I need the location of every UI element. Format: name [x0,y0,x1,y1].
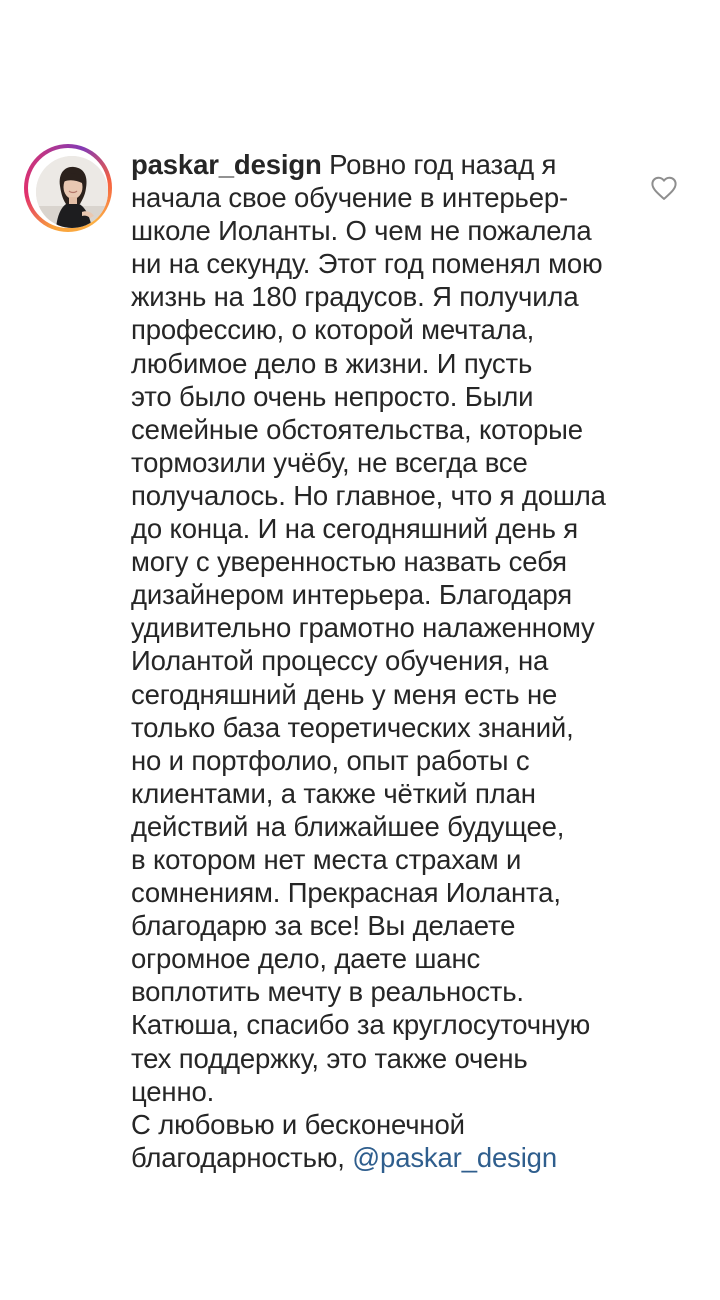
comment-text-line: С любовью и бесконечной [131,1108,465,1140]
comment-text-line: профессию, о которой мечтала, [131,314,535,346]
comment-text-line: тех поддержку, это также очень [131,1042,528,1074]
comment-text-line: но и портфолио, опыт работы с [131,744,530,776]
heart-outline-icon [648,172,680,204]
comment-text-line: только база теоретических знаний, [131,711,574,743]
comment-line [131,148,631,181]
comment-text-line: семейные обстоятельства, которые [131,413,583,445]
comment-text-line: огромное дело, даете шанс [131,943,481,975]
comment-text-line: Иолантой процессу обучения, на [131,645,549,677]
comment-text-line: Катюша, спасибо за круглосуточную [131,1009,591,1041]
comment-text-line: благодарю за все! Вы делаете [131,910,516,942]
comment-text-line: в котором нет места страхам и [131,843,522,875]
comment-text-line: сегодняшний день у меня есть не [131,678,558,710]
comment-text-line: это было очень непросто. Были [131,380,534,412]
comment-text-line: ни на секунду. Этот год поменял мою [131,248,603,280]
comment-text-line: ценно. [131,1075,215,1107]
avatar-photo [36,156,108,228]
comment-text-line: жизнь на 180 градусов. Я получила [131,281,579,313]
avatar[interactable] [36,156,108,228]
comment-username[interactable]: paskar_design [131,149,322,180]
comment-text-line: до конца. И на сегодняшний день я [131,513,578,545]
like-button[interactable] [648,172,680,204]
comment-text-line: действий на ближайшее будущее, [131,810,565,842]
comment-text-line: воплотить мечту в реальность. [131,976,524,1008]
mention-link[interactable]: @paskar_design [352,1141,557,1173]
comment-text-line: получалось. Но главное, что я дошла [131,479,606,511]
avatar-ring-gap [28,148,108,228]
avatar-story-ring[interactable] [24,144,112,232]
comment-text-line: тормозили учёбу, не всегда все [131,446,528,478]
comment-text-line: начала свое обучение в интерьер- [131,182,568,214]
comment-text-line: дизайнером интерьера. Благодаря [131,579,572,611]
comment-text-line: благодарностью, [131,1141,353,1173]
comment-text [131,148,631,1174]
comment-text-line: могу с уверенностью назвать себя [131,546,567,578]
comment-text-line: Ровно год назад я [329,149,557,180]
comment-line [131,1141,631,1174]
comment-text-line: удивительно грамотно налаженному [131,612,595,644]
comment-text-line: клиентами, а также чёткий план [131,777,536,809]
comment-text-line: сомнениям. Прекрасная Иоланта, [131,877,561,909]
comment-text-line: любимое дело в жизни. И пусть [131,347,533,379]
comment-text-line: школе Иоланты. О чем не пожалела [131,215,592,247]
